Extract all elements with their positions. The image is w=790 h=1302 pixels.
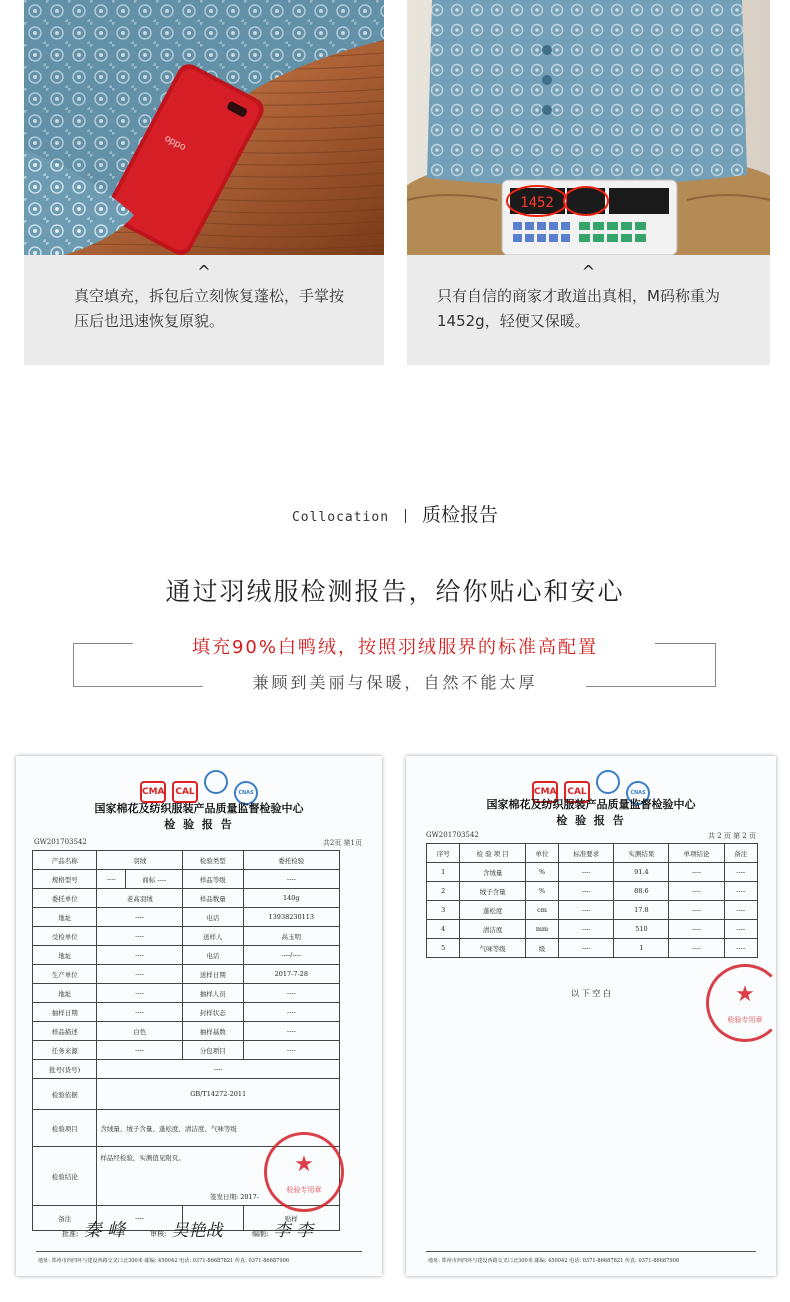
- review-label: 审核:: [150, 1230, 167, 1238]
- review-signature: 吴艳战: [171, 1221, 223, 1241]
- report-code: GW201703542: [34, 838, 87, 846]
- table-cell: 样品等级: [183, 870, 244, 889]
- conclusion-text: 样品经检验，实测值见附页。: [100, 1154, 185, 1162]
- table-cell: 羽绒: [97, 851, 183, 870]
- table-cell: 备注: [33, 1206, 97, 1231]
- table-cell: 地址: [33, 908, 97, 927]
- ilac-logo: [596, 770, 620, 794]
- table-cell: ----: [724, 863, 757, 882]
- table-cell: 3: [427, 901, 460, 920]
- table-cell: ----: [724, 920, 757, 939]
- table-cell: ----/----: [243, 946, 339, 965]
- cma-logo: CMA: [140, 781, 166, 803]
- cal-logo: CAL: [172, 781, 198, 803]
- table-row: [33, 1079, 340, 1110]
- photo-card-weight: [407, 0, 770, 365]
- divider: [405, 509, 406, 523]
- report-page-2: [406, 756, 776, 1276]
- photo-caption-vacuum: 真空填充，拆包后立刻恢复蓬松，手掌按压后也迅速恢复原貌。: [74, 287, 345, 330]
- table-cell: ----: [669, 901, 724, 920]
- table-cell: 委托检验: [243, 851, 339, 870]
- table-cell: ----: [724, 939, 757, 958]
- table-cell: %: [525, 882, 558, 901]
- table-cell: ----: [243, 984, 339, 1003]
- table-cell: ----: [97, 908, 183, 927]
- table-cell: 检验类型: [183, 851, 244, 870]
- scale-photo: [407, 0, 770, 255]
- table-cell: ----: [243, 870, 339, 889]
- table-row: [33, 1041, 340, 1060]
- footer-line: [36, 1251, 362, 1252]
- cnas-logo: CNAS: [234, 781, 258, 805]
- table-cell: 老高羽绒: [97, 889, 183, 908]
- column-header: 检 验 项 目: [460, 844, 525, 863]
- report-title: 检 验 报 告: [556, 814, 626, 827]
- table-cell: 5: [427, 939, 460, 958]
- table-cell: 检验项目: [33, 1110, 97, 1147]
- table-header-row: [427, 844, 758, 863]
- table-cell: 绒子含量: [460, 882, 525, 901]
- table-cell: 批号(货号): [33, 1060, 97, 1079]
- table-cell: 13938230113: [243, 908, 339, 927]
- table-cell: 510: [614, 920, 669, 939]
- jacket-on-scale-image: [407, 0, 770, 255]
- approve-label: 批准:: [62, 1230, 79, 1238]
- table-cell: ----: [97, 1003, 183, 1022]
- table-cell: ----: [243, 1022, 339, 1041]
- scale-reading: 1452: [520, 195, 554, 211]
- table-row: [33, 889, 340, 908]
- column-header: 序号: [427, 844, 460, 863]
- table-cell: 抽样基数: [183, 1022, 244, 1041]
- report-page-1: [16, 756, 382, 1276]
- photo-caption-weight: 只有自信的商家才敢道出真相，M码称重为1452g，轻便又保暖。: [437, 287, 720, 330]
- table-cell: 级: [525, 939, 558, 958]
- edit-label: 编制:: [252, 1230, 269, 1238]
- table-cell: ----: [97, 984, 183, 1003]
- cal-logo: CAL: [564, 781, 590, 803]
- section-heading: [0, 500, 790, 527]
- approve-signature: 秦 峰: [83, 1220, 126, 1241]
- page-count: 共2页 第1页: [322, 839, 362, 847]
- table-cell: 91.4: [614, 863, 669, 882]
- table-cell: 产品名称: [33, 851, 97, 870]
- table-cell: 检验结论: [33, 1147, 97, 1206]
- table-cell: ----: [724, 901, 757, 920]
- table-cell: 白色: [97, 1022, 183, 1041]
- table-cell: 贴样: [243, 1206, 339, 1231]
- table-cell: ----: [243, 1003, 339, 1022]
- inspection-stamp: ★ 检验专用章: [706, 964, 784, 1042]
- sub-text: 兼顾到美丽与保暖，自然不能太厚: [252, 673, 538, 692]
- table-cell: [126, 870, 183, 889]
- jacket-phone-photo: [24, 0, 384, 255]
- table-cell: 规格型号: [33, 870, 97, 889]
- cnas-logo: CNAS: [626, 781, 650, 805]
- table-cell: ----: [97, 927, 183, 946]
- table-cell: cm: [525, 901, 558, 920]
- page-count: 共 2 页 第 2 页: [707, 832, 756, 840]
- stamp-text: 检验专用章: [727, 1016, 763, 1024]
- table-cell: mm: [525, 920, 558, 939]
- table-cell: 送样人: [183, 927, 244, 946]
- table-cell: 样品数量: [183, 889, 244, 908]
- column-header: 单项结论: [669, 844, 724, 863]
- table-cell: 含绒量: [460, 863, 525, 882]
- blank-below-note: 以 下 空 白: [571, 989, 611, 998]
- table-row: [33, 851, 340, 870]
- table-cell: 清洁度: [460, 920, 525, 939]
- table-cell: 气味等级: [460, 939, 525, 958]
- report-code: GW201703542: [426, 831, 479, 839]
- table-cell: 电话: [183, 946, 244, 965]
- table-cell: ----: [669, 882, 724, 901]
- headline: 通过羽绒服检测报告，给你贴心和安心: [165, 577, 625, 606]
- org-name: 国家棉花及纺织服装产品质量监督检验中心: [94, 802, 304, 815]
- table-cell: ----: [669, 920, 724, 939]
- table-cell: 样品描述: [33, 1022, 97, 1041]
- section-title-cn: 质检报告: [422, 504, 499, 526]
- table-cell: 4: [427, 920, 460, 939]
- table-cell: ----: [97, 1206, 183, 1231]
- table-cell: ----: [97, 965, 183, 984]
- table-cell: 1: [614, 939, 669, 958]
- jacket-phone-image: [24, 0, 384, 255]
- table-cell: ----: [97, 1041, 183, 1060]
- table-cell: 地址: [33, 984, 97, 1003]
- table-cell: GB/T14272-2011: [97, 1079, 340, 1110]
- table-row: [427, 901, 758, 920]
- table-cell: 2017-7-28: [243, 965, 339, 984]
- table-row: [33, 946, 340, 965]
- table-cell: 抽样日期: [33, 1003, 97, 1022]
- inspection-stamp: ★ 检验专用章: [264, 1132, 344, 1212]
- expand-caret-icon[interactable]: ^: [581, 262, 596, 281]
- table-row: [33, 927, 340, 946]
- expand-caret-icon[interactable]: ^: [197, 262, 211, 281]
- table-cell: 封样状态: [183, 1003, 244, 1022]
- table-cell: 生产单位: [33, 965, 97, 984]
- table-cell: ----: [97, 1060, 340, 1079]
- column-header: 单位: [525, 844, 558, 863]
- photo-card-vacuum: [24, 0, 384, 365]
- table-cell: 高玉明: [243, 927, 339, 946]
- table-cell: ----: [559, 939, 614, 958]
- table-cell: 1: [427, 863, 460, 882]
- table-cell: ----: [97, 870, 126, 889]
- table-cell: ----: [97, 946, 183, 965]
- table-row: [33, 908, 340, 927]
- table-cell: 17.8: [614, 901, 669, 920]
- table-cell: ----: [559, 863, 614, 882]
- table-cell: 送样日期: [183, 965, 244, 984]
- table-cell: ----: [724, 882, 757, 901]
- table-cell: ----: [243, 1041, 339, 1060]
- table-cell: 蓬松度: [460, 901, 525, 920]
- highlight-text: 填充90%白鸭绒，按照羽绒服界的标准高配置: [191, 637, 598, 658]
- trademark-label: 商标: [142, 875, 156, 884]
- edit-sign: [252, 1216, 313, 1241]
- table-cell: ----: [669, 863, 724, 882]
- ilac-logo: [204, 770, 228, 794]
- table-row: [427, 882, 758, 901]
- table-cell: 任务来源: [33, 1041, 97, 1060]
- stamp-text: 检验专用章: [286, 1186, 322, 1194]
- table-cell: 140g: [243, 889, 339, 908]
- trademark-value: ----: [157, 875, 167, 884]
- table-cell: 抽样人员: [183, 984, 244, 1003]
- phone-brand: oppo: [162, 132, 188, 154]
- edit-signature: 李 李: [273, 1221, 313, 1241]
- table-row: [33, 965, 340, 984]
- table-cell: 2: [427, 882, 460, 901]
- org-name: 国家棉花及纺织服装产品质量监督检验中心: [486, 798, 696, 811]
- table-row: [427, 939, 758, 958]
- table-row: [33, 984, 340, 1003]
- table-cell: 含绒量、绒子含量、蓬松度、清洁度、气味等级: [97, 1110, 340, 1147]
- table-cell: %: [525, 863, 558, 882]
- issue-date: 签发日期: 2017-: [210, 1193, 259, 1201]
- results-table: [426, 843, 758, 958]
- review-sign: [150, 1216, 222, 1241]
- table-row: [33, 1003, 340, 1022]
- table-row: [33, 1060, 340, 1079]
- table-cell: 委托单位: [33, 889, 97, 908]
- table-cell: 检验依据: [33, 1079, 97, 1110]
- table-cell: ----: [559, 882, 614, 901]
- table-cell: 分包项目: [183, 1041, 244, 1060]
- table-row: [427, 863, 758, 882]
- table-row: [33, 870, 340, 889]
- table-cell: 电话: [183, 908, 244, 927]
- report-title: 检 验 报 告: [164, 818, 234, 831]
- table-row: [33, 1022, 340, 1041]
- report-footer: 地址: 郑州市西四环与建设西路交叉口北300米 邮编: 450042 电话: 0371-86687821 传真: 0371-86687906: [38, 1257, 290, 1264]
- table-cell: ----: [559, 901, 614, 920]
- table-cell: 88.6: [614, 882, 669, 901]
- table-cell: ----: [669, 939, 724, 958]
- footer-line: [426, 1251, 756, 1252]
- table-cell: 地址: [33, 946, 97, 965]
- approve-sign: [62, 1216, 125, 1242]
- column-header: 备注: [724, 844, 757, 863]
- table-row: [427, 920, 758, 939]
- table-cell: ----: [559, 920, 614, 939]
- section-title-en: Collocation: [291, 510, 390, 525]
- cma-logo: CMA: [532, 781, 558, 803]
- table-cell: 受检单位: [33, 927, 97, 946]
- column-header: 标准要求: [559, 844, 614, 863]
- report-footer: 地址: 郑州市西四环与建设西路交叉口北300米 邮编: 450042 电话: 0371-86687821 传真: 0371-86687906: [428, 1257, 680, 1264]
- column-header: 实测结果: [614, 844, 669, 863]
